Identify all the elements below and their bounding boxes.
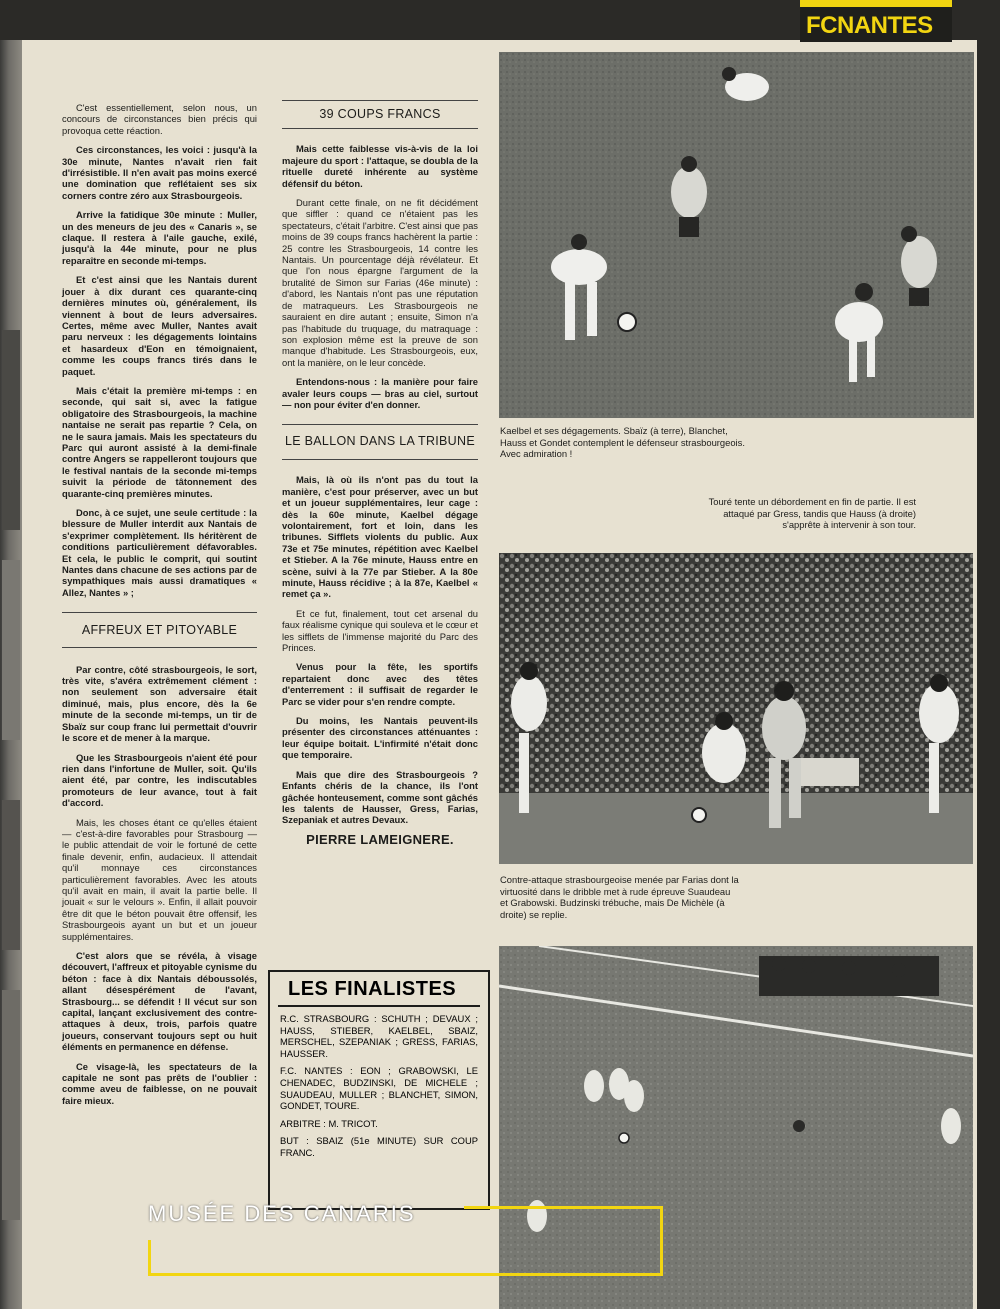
logo-text: FCNANTES	[806, 12, 933, 39]
section-rule	[62, 647, 257, 648]
section-rule	[282, 424, 478, 425]
caption-photo1: Kaelbel et ses dégagements. Sbaïz (à terre), Blanchet, Hauss et Gondet contemplent le défenseur strasbourgeois. Avec admiration !	[500, 425, 745, 460]
paragraph: Mais, les choses étant ce qu'elles étaient — c'est-à-dire favorables pour Strasbourg — le public attendait de voir le fortuné de cette finale devenir, enfin, audacieux. Il attendait qu'il monnaye ces circonstances particulièrement favorables. Avec les atouts qu'il avait en main, il avait la partie belle. Il jouait « sur le velours ». Enfin, il allait pouvoir être dit que le béton pouvait être offensif, les Strasbourgeois ayant un but et un joueur supplémentaires.	[62, 816, 257, 942]
section-heading-ballon: LE BALLON DANS LA TRIBUNE	[285, 434, 475, 449]
finaliste-line: ARBITRE : M. TRICOT.	[280, 1117, 378, 1129]
paragraph: Et ce fut, finalement, tout cet arsenal du faux réalisme cynique qui souleva et le cœur et les sifflets de l'immense majorité du Parc des Princes.	[282, 607, 478, 654]
author-signature: PIERRE LAMEIGNERE.	[306, 831, 454, 847]
paragraph: Arrive la fatidique 30e minute : Muller, un des meneurs de jeu des « Canaris », se claque. Il restera à l'aile gauche, exilé, jusqu'à la 44e minute, pour ne plus reparaître en seconde mi-temps.	[62, 209, 257, 266]
photo-toure	[499, 553, 973, 864]
paragraph: Durant cette finale, on ne fit décidément que siffler : quand ce n'étaient pas les spectateurs, c'était l'arbitre. C'est ainsi que pas moins de 39 coups francs hachèrent la partie : 25 contre les Strasbourgeois, 14 contre les Nantais. Un pourcentage déjà révélateur. Et que l'on nous épargne l'argument de la brutalité de Simon sur Farias (46e minute) : d'abord, les Nantais n'ont pas une réputation de matraqueurs. Les Strasbourgeois ne sauraient en dire autant ; ensuite, Simon n'a pas l'habitude du truquage, du matraquage : son explosion même est la preuve de son manque d'habitude. Les Strasbourgeois, eux, ont la manière, on le leur concède.	[282, 197, 478, 368]
section-rule	[282, 459, 478, 460]
paragraph: Et c'est ainsi que les Nantais durent jouer à dix durant ces quarante-cinq dernières minutes où, généralement, ils viennent à bout de leurs adversaires. Certes, même avec Muller, Nantes avait paru nerveux : les dégagements lointains et hasardeux d'Eon en témoignaient, comme les coups francs tirés dans le paquet.	[62, 274, 257, 377]
paragraph: Du moins, les Nantais peuvent-ils présenter des circonstances atténuantes : leur équipe boitait. L'infirmité n'était donc que temporaire.	[282, 715, 478, 761]
column-middle	[282, 100, 478, 845]
finaliste-line: R.C. STRASBOURG : SCHUTH ; DEVAUX ; HAUSS, STIEBER, KAELBEL, SBAIZ, MERSCHEL, SZEPANIAK ; GRESS, FARIAS, HAUSSER.	[280, 1013, 478, 1059]
column-left	[62, 102, 257, 1114]
paragraph: Ce visage-là, les spectateurs de la capitale ne sont pas prêts de l'oublier : comme aveu de faiblesse, on ne pouvait faire mieux.	[62, 1060, 257, 1106]
adjacent-page-edge	[0, 40, 22, 1309]
paragraph: Par contre, côté strasbourgeois, le sort, très vite, s'avéra extrêmement clément : non seulement son adversaire était diminué, mais, plus encore, dès la 6e minute de la seconde mi-temps, un tir de Sbaïz sur coup franc lui permettait d'ouvrir le score et de mener à la marque.	[62, 663, 257, 744]
paragraph: Mais cette faiblesse vis-à-vis de la loi majeure du sport : l'attaque, se doubla de la rituelle dureté inhérente au système défensif du béton.	[282, 143, 478, 189]
finaliste-line: BUT : SBAIZ (51e MINUTE) SUR COUP FRANC.	[280, 1135, 478, 1158]
finalistes-lines	[270, 1007, 488, 1159]
paragraph: Ces circonstances, les voici : jusqu'à la 30e minute, Nantes n'avait rien fait d'irrésistible. Il n'en avait pas moins exercé une domination que reflétaient ses six corners contre zéro aux Strasbourgeois.	[62, 144, 257, 201]
finaliste-line: F.C. NANTES : EON ; GRABOWSKI, LE CHENADEC, BUDZINSKI, DE MICHELE ; SUAUDEAU, MULLER ; BLANCHET, SIMON, GONDET, TOURE.	[280, 1065, 478, 1112]
finalistes-box	[268, 970, 490, 1210]
paragraph: Venus pour la fête, les sportifs repartaient donc avec des têtes d'enterrement : il suffisait de regarder le Parc se vider pour s'en rendre compte.	[282, 661, 478, 707]
caption-photo3: Contre-attaque strasbourgeoise menée par Farias dont la virtuosité dans le dribble met à rude épreuve Suaudeau et Grabowski. Budzinski trébuche, mais De Michèle (à droite) se replie.	[500, 874, 739, 920]
photo-kaelbel	[499, 52, 974, 418]
paragraph: Que les Strasbourgeois n'aient été pour rien dans l'infortune de Muller, soit. Qu'ils aient été, par contre, les indiscutables promoteurs de leur avance, tout à fait d'accord.	[62, 751, 257, 809]
section-rule	[282, 100, 478, 101]
logo-bar	[800, 0, 952, 7]
paragraph: C'est alors que se révéla, à visage découvert, l'affreux et pitoyable cynisme du béton : face à dix Nantais déboussolés, allant désespérément de l'avant, Strasbourg... se défendit ! Il vécut sur son capital, lançant exclusivement des contre-attaques à deux, trois, parfois quatre joueurs, conservant toujours sept ou huit éléments en permanence en défense.	[62, 950, 257, 1053]
section-heading-affreux: AFFREUX ET PITOYABLE	[81, 623, 238, 638]
caption-photo2: Touré tente un débordement en fin de partie. Il est attaqué par Gress, tandis que Hauss (à droite) s'apprête à intervenir à son tour.	[708, 496, 916, 531]
museum-watermark: MUSÉE DES CANARIS	[148, 1201, 416, 1226]
watermark-frame-right	[464, 1206, 663, 1276]
paragraph: Donc, à ce sujet, une seule certitude : la blessure de Muller interdit aux Nantais de s'exprimer complètement. Ils héritèrent de conditions particulièrement défavorables. Et cela, le public le comprit, qui soutint Nantes dans chacune de ses actions par de sympathiques mais aussi dramatiques « Allez, Nantes » ;	[62, 507, 257, 598]
section-rule	[282, 128, 478, 129]
photo-toure-image	[499, 553, 973, 864]
finalistes-title: LES FINALISTES	[278, 972, 480, 1007]
photo-kaelbel-image	[499, 52, 974, 418]
paragraph: Mais que dire des Strasbourgeois ? Enfants chéris de la chance, ils l'ont gâchée honteusement, comme sont gâchés les talents de Hausser, Gress, Farias, Szepaniak et autres Devaux.	[282, 768, 478, 826]
paragraph: Entendons-nous : la manière pour faire avaler leurs coups — bras au ciel, surtout — non pour éviter d'en donner.	[282, 376, 478, 410]
fcnantes-logo	[800, 0, 952, 42]
paragraph: Mais, là où ils n'ont pas du tout la manière, c'est pour préserver, avec un but et un joueur supplémentaires, leur cage : dès la 60e minute, Kaelbel dégage volontairement, fort et loin, dans les tribunes. Sifflets violents du public. Aux 73e et 75e minutes, répétition avec Kaelbel et Stieber. A la 76e minute, Hauss entre en scène, suivi à la 77e par Stieber. A la 80e minute, Hauss récidive ; à la 87e, Kaelbel « remet ça ».	[282, 474, 478, 600]
paragraph: C'est essentiellement, selon nous, un concours de circonstances bien précis qui provoqua cette réaction.	[62, 102, 257, 136]
section-rule	[62, 612, 257, 613]
paragraph: Mais c'était la première mi-temps : en seconde, qui sait si, avec la fatigue obligatoire des Strasbourgeois, la machine nantaise ne serait pas repartie ? Cela, on ne le saura jamais. Mais les spectateurs du Parc qui auront assisté à la demi-finale contre Angers se rappelleront toujours que le festival nantais de la seconde mi-temps suivit la période de tâtonnement des quarante-cinq premières minutes.	[62, 384, 257, 499]
section-heading-coups-francs: 39 COUPS FRANCS	[319, 107, 441, 121]
